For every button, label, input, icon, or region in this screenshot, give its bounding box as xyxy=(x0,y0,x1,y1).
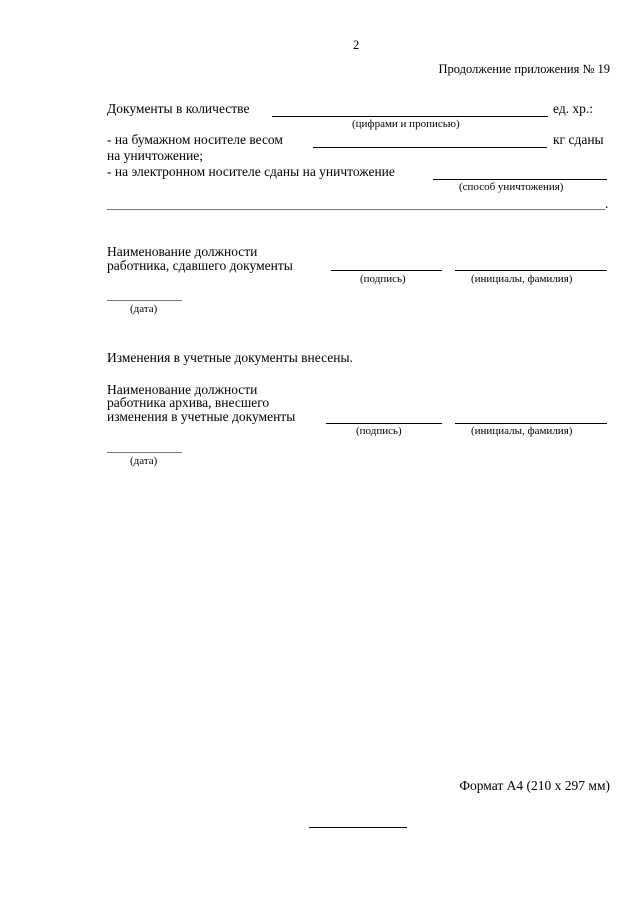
format-note: Формат А4 (210 х 297 мм) xyxy=(459,778,610,793)
handover-position-line1: Наименование должности xyxy=(107,244,258,259)
archive-position-line3: изменения в учетные документы xyxy=(107,409,296,424)
handover-date-line xyxy=(107,300,182,301)
archive-signature-line xyxy=(326,423,442,424)
count-unit: ед. хр.: xyxy=(553,101,594,116)
archive-name-caption: (инициалы, фамилия) xyxy=(471,425,573,437)
full-width-line xyxy=(107,209,605,210)
changes-statement: Изменения в учетные документы внесены. xyxy=(107,350,353,365)
footer-rule xyxy=(309,827,407,828)
line-period: . xyxy=(605,196,609,211)
count-label: Документы в количестве xyxy=(107,101,250,116)
count-field-line xyxy=(272,116,548,117)
handover-date-caption: (дата) xyxy=(130,303,158,315)
handover-name-line xyxy=(455,270,607,271)
appendix-continuation: Продолжение приложения № 19 xyxy=(438,62,610,76)
paper-unit: кг сданы xyxy=(553,132,604,147)
page-number: 2 xyxy=(353,38,360,52)
handover-signature-caption: (подпись) xyxy=(360,273,406,285)
handover-signature-line xyxy=(331,270,442,271)
archive-position-line1: Наименование должности xyxy=(107,382,258,397)
archive-name-line xyxy=(455,423,607,424)
electronic-caption: (способ уничтожения) xyxy=(459,181,564,193)
electronic-method-line xyxy=(433,179,607,180)
count-caption: (цифрами и прописью) xyxy=(352,118,460,130)
electronic-carrier-label: - на электронном носителе сданы на уничтожение xyxy=(107,164,395,179)
paper-weight-line xyxy=(313,147,547,148)
paper-carrier-label: - на бумажном носителе весом xyxy=(107,132,283,147)
archive-signature-caption: (подпись) xyxy=(356,425,402,437)
handover-position-line2: работника, сдавшего документы xyxy=(107,258,293,273)
paper-tail: на уничтожение; xyxy=(107,148,204,163)
archive-date-line xyxy=(107,452,182,453)
archive-position-line2: работника архива, внесшего xyxy=(107,395,270,410)
archive-date-caption: (дата) xyxy=(130,455,158,467)
handover-name-caption: (инициалы, фамилия) xyxy=(471,273,573,285)
